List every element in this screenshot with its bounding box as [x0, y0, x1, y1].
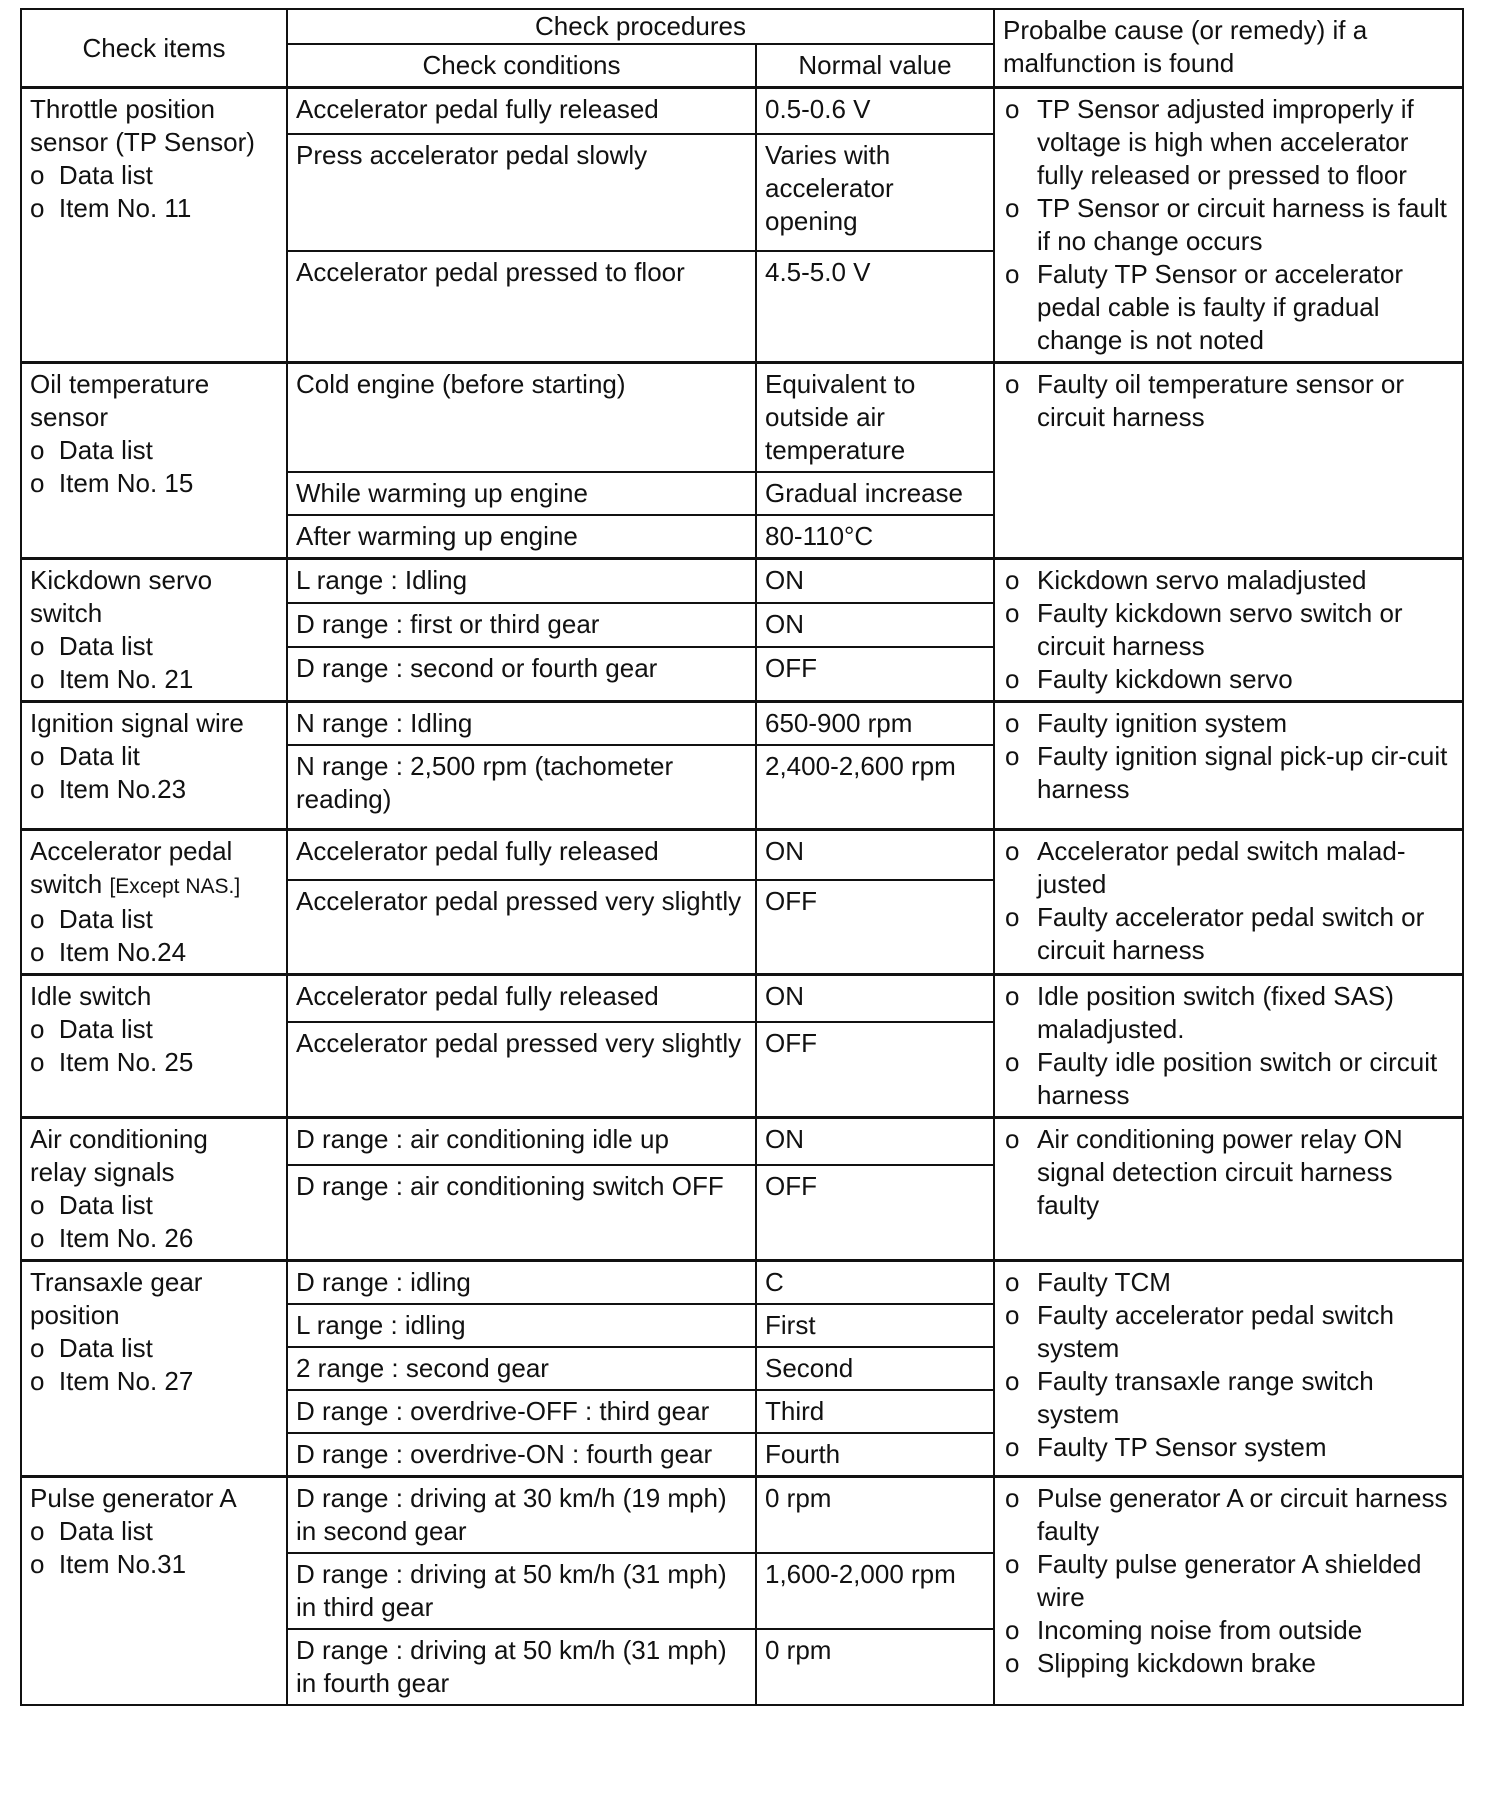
check-condition-cell: D range : overdrive-ON : fourth gear: [287, 1433, 756, 1477]
check-condition-cell: D range : first or third gear: [287, 603, 756, 647]
normal-value-cell: ON: [756, 830, 994, 880]
normal-value-cell: ON: [756, 975, 994, 1022]
check-condition-cell: D range : overdrive-OFF : third gear: [287, 1390, 756, 1433]
check-item-sub: o Item No. 26: [30, 1222, 278, 1255]
normal-value-cell: 650-900 rpm: [756, 702, 994, 746]
check-condition-cell: L range : Idling: [287, 559, 756, 604]
header-check-procedures: Check procedures: [287, 9, 994, 44]
check-item-cell: [21, 88, 287, 363]
cause-item: o TP Sensor or circuit harness is fault if no change occurs: [1003, 192, 1454, 258]
cause-item: o Incoming noise from outside: [1003, 1614, 1454, 1647]
check-condition-cell: Accelerator pedal fully released: [287, 830, 756, 880]
check-item-name: Idle switch: [30, 981, 152, 1011]
normal-value-cell: Second: [756, 1347, 994, 1390]
cause-item: o Faulty idle position switch or circuit harness: [1003, 1046, 1454, 1112]
check-item-sub: o Data lit: [30, 740, 278, 773]
header-check-conditions: Check conditions: [287, 44, 756, 88]
table-row: [21, 88, 1463, 135]
check-condition-cell: D range : driving at 50 km/h (31 mph) in fourth gear: [287, 1629, 756, 1705]
check-item-sub: o Data list: [30, 159, 278, 192]
check-item-cell: [21, 975, 287, 1118]
check-item-name: Throttle position: [30, 94, 215, 124]
check-condition-cell: D range : second or fourth gear: [287, 647, 756, 701]
probable-cause-cell: [994, 975, 1463, 1118]
check-condition-cell: 2 range : second gear: [287, 1347, 756, 1390]
normal-value-cell: OFF: [756, 1165, 994, 1260]
check-table: [20, 8, 1464, 1706]
check-item-name: Ignition signal wire: [30, 708, 244, 738]
normal-value-cell: First: [756, 1304, 994, 1347]
check-item-cell: [21, 1261, 287, 1477]
probable-cause-cell: [994, 1118, 1463, 1261]
check-item-name: Accelerator pedal: [30, 836, 233, 866]
check-item-sub: o Item No.24: [30, 936, 278, 969]
check-condition-cell: Press accelerator pedal slowly: [287, 134, 756, 251]
check-condition-cell: D range : driving at 30 km/h (19 mph) in second gear: [287, 1477, 756, 1554]
check-condition-cell: Accelerator pedal pressed to floor: [287, 251, 756, 363]
check-table-sheet: [20, 8, 1462, 1706]
cause-list: [1003, 707, 1454, 806]
cause-item: o Accelerator pedal switch malad-justed: [1003, 835, 1454, 901]
probable-cause-cell: [994, 830, 1463, 975]
check-item-sub: o Data list: [30, 1332, 278, 1365]
normal-value-cell: ON: [756, 1118, 994, 1166]
check-item-sub: o Item No. 11: [30, 192, 278, 225]
cause-list: [1003, 368, 1454, 434]
cause-item: o Kickdown servo maladjusted: [1003, 564, 1454, 597]
cause-item: o Faulty kickdown servo: [1003, 663, 1454, 696]
cause-item: o Faulty ignition system: [1003, 707, 1454, 740]
cause-item: o Faulty TCM: [1003, 1266, 1454, 1299]
normal-value-cell: OFF: [756, 647, 994, 701]
probable-cause-cell: [994, 1261, 1463, 1477]
check-condition-cell: After warming up engine: [287, 515, 756, 559]
check-item-cell: [21, 1118, 287, 1261]
normal-value-cell: C: [756, 1261, 994, 1305]
check-item-switch-line: [30, 868, 278, 903]
check-condition-cell: While warming up engine: [287, 472, 756, 515]
cause-list: [1003, 1482, 1454, 1680]
check-item-sub: o Item No.31: [30, 1548, 278, 1581]
check-item-sub: o Data list: [30, 1013, 278, 1046]
normal-value-cell: 80-110°C: [756, 515, 994, 559]
cause-item: o Pulse generator A or circuit harness faulty: [1003, 1482, 1454, 1548]
normal-value-cell: 4.5-5.0 V: [756, 251, 994, 363]
check-item-sub: o Data list: [30, 903, 278, 936]
cause-list: [1003, 980, 1454, 1112]
table-body: [21, 88, 1463, 1706]
normal-value-cell: Equivalent to outside air temperature: [756, 363, 994, 473]
check-item-name: position: [30, 1300, 120, 1330]
normal-value-cell: 2,400-2,600 rpm: [756, 745, 994, 830]
check-condition-cell: Accelerator pedal fully released: [287, 975, 756, 1022]
check-item-sub: o Item No.23: [30, 773, 278, 806]
check-item-sub: o Data list: [30, 434, 278, 467]
cause-item: o Faulty transaxle range switch system: [1003, 1365, 1454, 1431]
check-item-sub: o Data list: [30, 1189, 278, 1222]
check-item-name: Kickdown servo: [30, 565, 213, 595]
check-item-name: Transaxle gear: [30, 1267, 203, 1297]
normal-value-cell: OFF: [756, 1022, 994, 1118]
header-check-items: Check items: [21, 9, 287, 88]
check-condition-cell: D range : idling: [287, 1261, 756, 1305]
table-row: [21, 1477, 1463, 1554]
cause-item: o Faulty kickdown servo switch or circuit harness: [1003, 597, 1454, 663]
cause-list: [1003, 1123, 1454, 1222]
check-condition-cell: D range : driving at 50 km/h (31 mph) in third gear: [287, 1553, 756, 1629]
check-condition-cell: N range : Idling: [287, 702, 756, 746]
cause-list: [1003, 564, 1454, 696]
check-item-cell: [21, 702, 287, 830]
normal-value-cell: OFF: [756, 880, 994, 975]
cause-item: o Faulty ignition signal pick-up cir-cuit harness: [1003, 740, 1454, 806]
check-item-name: Pulse generator A: [30, 1483, 237, 1513]
check-condition-cell: Accelerator pedal fully released: [287, 88, 756, 135]
normal-value-cell: Third: [756, 1390, 994, 1433]
normal-value-cell: 1,600-2,000 rpm: [756, 1553, 994, 1629]
check-item-sub: o Item No. 21: [30, 663, 278, 696]
probable-cause-cell: [994, 702, 1463, 830]
check-item-cell: [21, 363, 287, 559]
check-condition-cell: D range : air conditioning idle up: [287, 1118, 756, 1166]
check-condition-cell: Cold engine (before starting): [287, 363, 756, 473]
check-condition-cell: Accelerator pedal pressed very slightly: [287, 880, 756, 975]
cause-list: [1003, 1266, 1454, 1464]
check-item-name: sensor (TP Sensor): [30, 127, 255, 157]
cause-item: o Slipping kickdown brake: [1003, 1647, 1454, 1680]
probable-cause-cell: [994, 363, 1463, 559]
normal-value-cell: ON: [756, 559, 994, 604]
header-probable-cause: Probalbe cause (or remedy) if a malfunction is found: [994, 9, 1463, 88]
table-row: [21, 559, 1463, 604]
cause-item: o Air conditioning power relay ON signal detection circuit harness faulty: [1003, 1123, 1454, 1222]
normal-value-cell: 0 rpm: [756, 1477, 994, 1554]
check-item-sub: o Item No. 27: [30, 1365, 278, 1398]
normal-value-cell: ON: [756, 603, 994, 647]
cause-item: o Faulty TP Sensor system: [1003, 1431, 1454, 1464]
check-item-note: [Except NAS.]: [109, 875, 241, 898]
table-row: [21, 702, 1463, 746]
cause-item: o Faulty accelerator pedal switch or circuit harness: [1003, 901, 1454, 967]
cause-list: [1003, 835, 1454, 967]
header-normal-value: Normal value: [756, 44, 994, 88]
check-item-name: switch: [30, 869, 110, 899]
table-row: [21, 975, 1463, 1022]
table-row: [21, 363, 1463, 473]
normal-value-cell: 0.5-0.6 V: [756, 88, 994, 135]
cause-item: o Idle position switch (fixed SAS) maladjusted.: [1003, 980, 1454, 1046]
check-item-name: switch: [30, 598, 103, 628]
normal-value-cell: 0 rpm: [756, 1629, 994, 1705]
cause-item: o Faluty TP Sensor or accelerator pedal cable is faulty if gradual change is not noted: [1003, 258, 1454, 357]
normal-value-cell: Varies with accelerator opening: [756, 134, 994, 251]
cause-item: o Faulty pulse generator A shielded wire: [1003, 1548, 1454, 1614]
table-row: [21, 1261, 1463, 1305]
check-item-name: Air conditioning: [30, 1124, 208, 1154]
normal-value-cell: Gradual increase: [756, 472, 994, 515]
probable-cause-cell: [994, 1477, 1463, 1706]
check-condition-cell: D range : air conditioning switch OFF: [287, 1165, 756, 1260]
probable-cause-cell: [994, 88, 1463, 363]
cause-list: [1003, 93, 1454, 357]
check-item-sub: o Data list: [30, 1515, 278, 1548]
check-item-name: relay signals: [30, 1157, 175, 1187]
cause-item: o Faulty oil temperature sensor or circuit harness: [1003, 368, 1454, 434]
normal-value-cell: Fourth: [756, 1433, 994, 1477]
check-item-sub: o Item No. 25: [30, 1046, 278, 1079]
check-item-name: Oil temperature: [30, 369, 210, 399]
table-row: [21, 1118, 1463, 1166]
probable-cause-cell: [994, 559, 1463, 702]
check-item-cell: [21, 559, 287, 702]
cause-item: o Faulty accelerator pedal switch system: [1003, 1299, 1454, 1365]
check-condition-cell: N range : 2,500 rpm (tachometer reading): [287, 745, 756, 830]
check-item-cell: [21, 1477, 287, 1706]
check-item-name: sensor: [30, 402, 109, 432]
check-item-sub: o Data list: [30, 630, 278, 663]
check-condition-cell: Accelerator pedal pressed very slightly: [287, 1022, 756, 1118]
check-condition-cell: L range : idling: [287, 1304, 756, 1347]
cause-item: o TP Sensor adjusted improperly if voltage is high when accelerator fully released or pressed to floor: [1003, 93, 1454, 192]
check-item-sub: o Item No. 15: [30, 467, 278, 500]
table-row: [21, 830, 1463, 880]
check-item-cell: [21, 830, 287, 975]
table-header: [21, 9, 1463, 88]
